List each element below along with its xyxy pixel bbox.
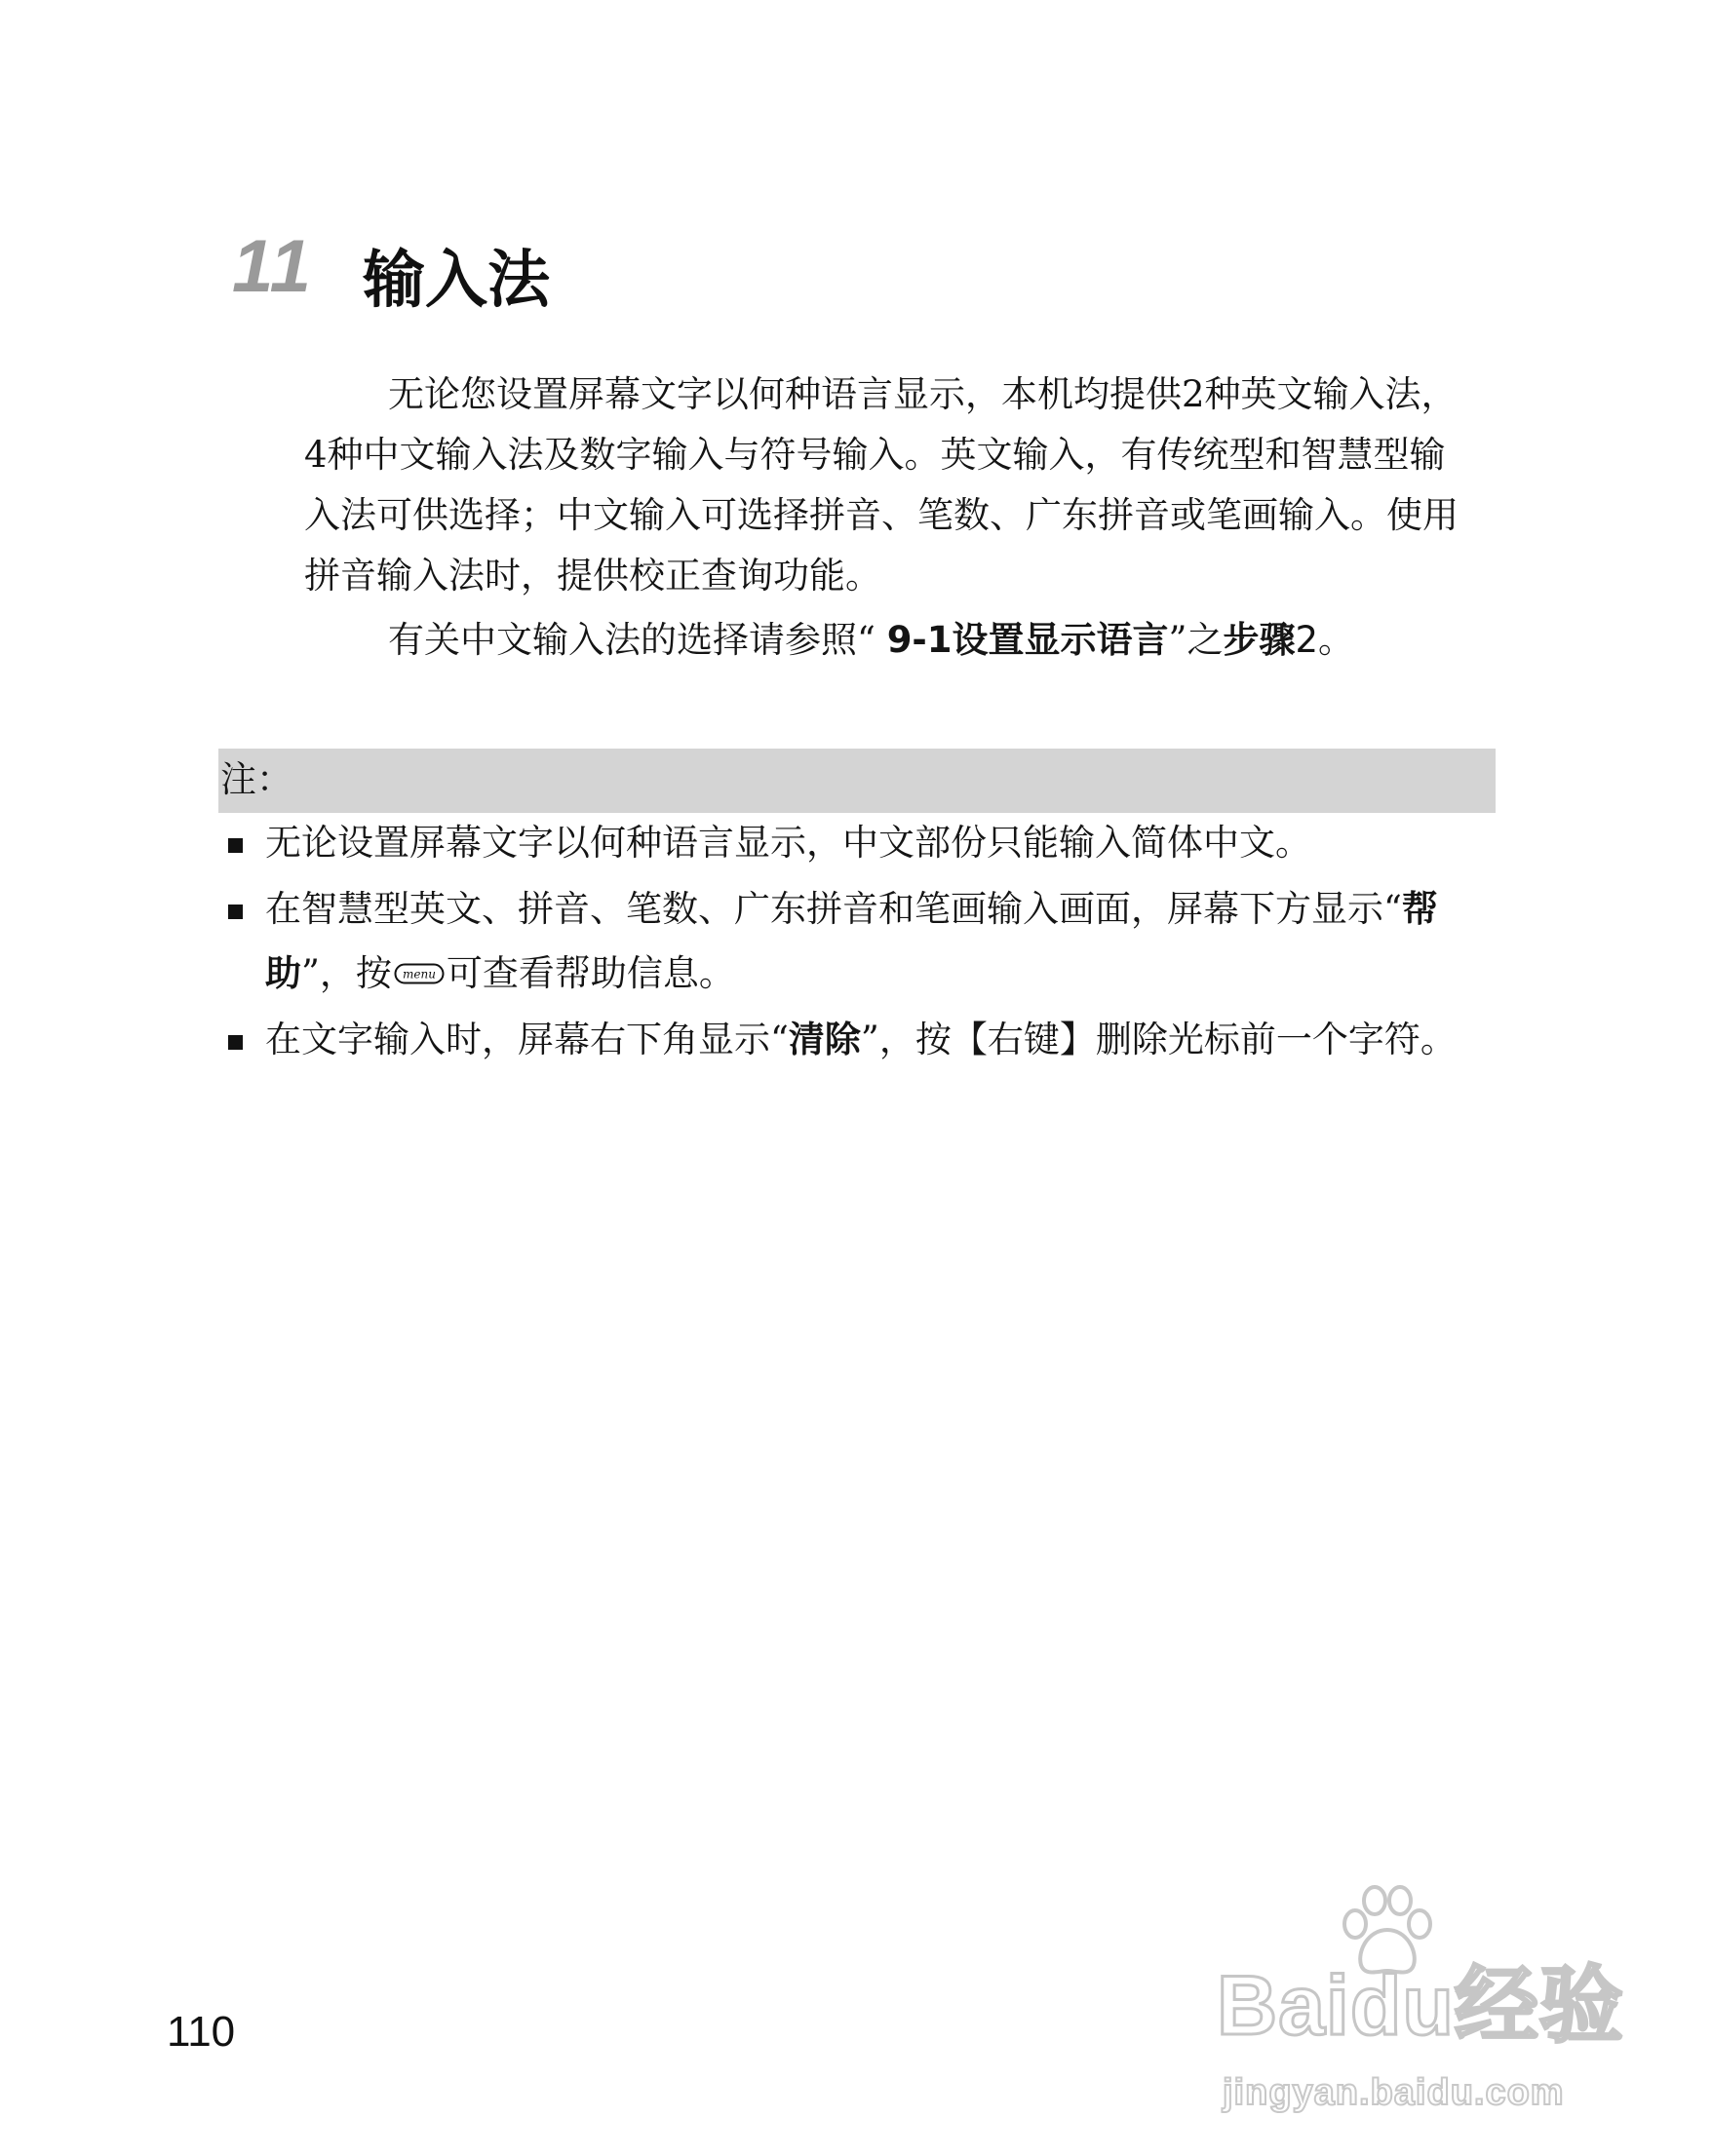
note-item-2-text-c: 可查看帮助信息。 bbox=[446, 952, 735, 994]
watermark-brand: Baidu经验 bbox=[1217, 1959, 1624, 2053]
intro-ref-mid: ”之 bbox=[1168, 619, 1224, 661]
chapter-number: 11 bbox=[232, 225, 313, 308]
bullet-square-icon bbox=[228, 905, 243, 919]
note-item-1-text: 无论设置屏幕文字以何种语言显示，中文部份只能输入简体中文。 bbox=[265, 822, 1311, 864]
note-item-3-text-a: 在文字输入时，屏幕右下角显示“ bbox=[265, 1019, 789, 1060]
intro-paragraph-1: 无论您设置屏幕文字以何种语言显示，本机均提供2种英文输入法，4种中文输入法及数字输入与符号输入。英文输入，有传统型和智慧型输入法可供选择；中文输入可选择拼音、笔数、广东拼音或笔画输入。使用拼音输入法时，提供校正查询功能。 bbox=[304, 373, 1459, 597]
note-list bbox=[218, 811, 1496, 1074]
note-item bbox=[218, 1008, 1496, 1072]
bullet-square-icon bbox=[228, 838, 243, 853]
menu-key-icon bbox=[394, 963, 445, 984]
intro-text bbox=[304, 365, 1474, 671]
note-item bbox=[218, 811, 1496, 875]
chapter-title: 输入法 bbox=[363, 245, 550, 317]
clear-label: 清除 bbox=[788, 1019, 861, 1060]
watermark-url: jingyan.baidu.com bbox=[1223, 2072, 1565, 2113]
note-item-2-text-a: 在智慧型英文、拼音、笔数、广东拼音和笔画输入画面，屏幕下方显示“ bbox=[265, 888, 1402, 930]
intro-paragraph-2 bbox=[304, 610, 1474, 671]
intro-ref-prefix: 有关中文输入法的选择请参照“ bbox=[388, 619, 887, 661]
note-label: 注： bbox=[220, 758, 292, 800]
note-item-3-text-b: ”，按【右键】删除光标前一个字符。 bbox=[860, 1019, 1457, 1060]
bullet-square-icon bbox=[228, 1035, 243, 1050]
intro-ref-step: 步骤 bbox=[1223, 619, 1296, 661]
note-item-2-text-b: ”，按 bbox=[301, 952, 392, 994]
help-label: 帮助 bbox=[265, 888, 1438, 994]
note-header-bar bbox=[218, 749, 1496, 813]
menu-key-label: menu bbox=[402, 967, 436, 981]
intro-ref-suffix: 2。 bbox=[1295, 619, 1355, 661]
baidu-jingyan-watermark bbox=[1217, 1881, 1626, 2135]
page-number: 110 bbox=[167, 2008, 236, 2056]
note-item bbox=[218, 877, 1496, 1006]
intro-ref-section: 9-1设置显示语言 bbox=[886, 619, 1169, 661]
